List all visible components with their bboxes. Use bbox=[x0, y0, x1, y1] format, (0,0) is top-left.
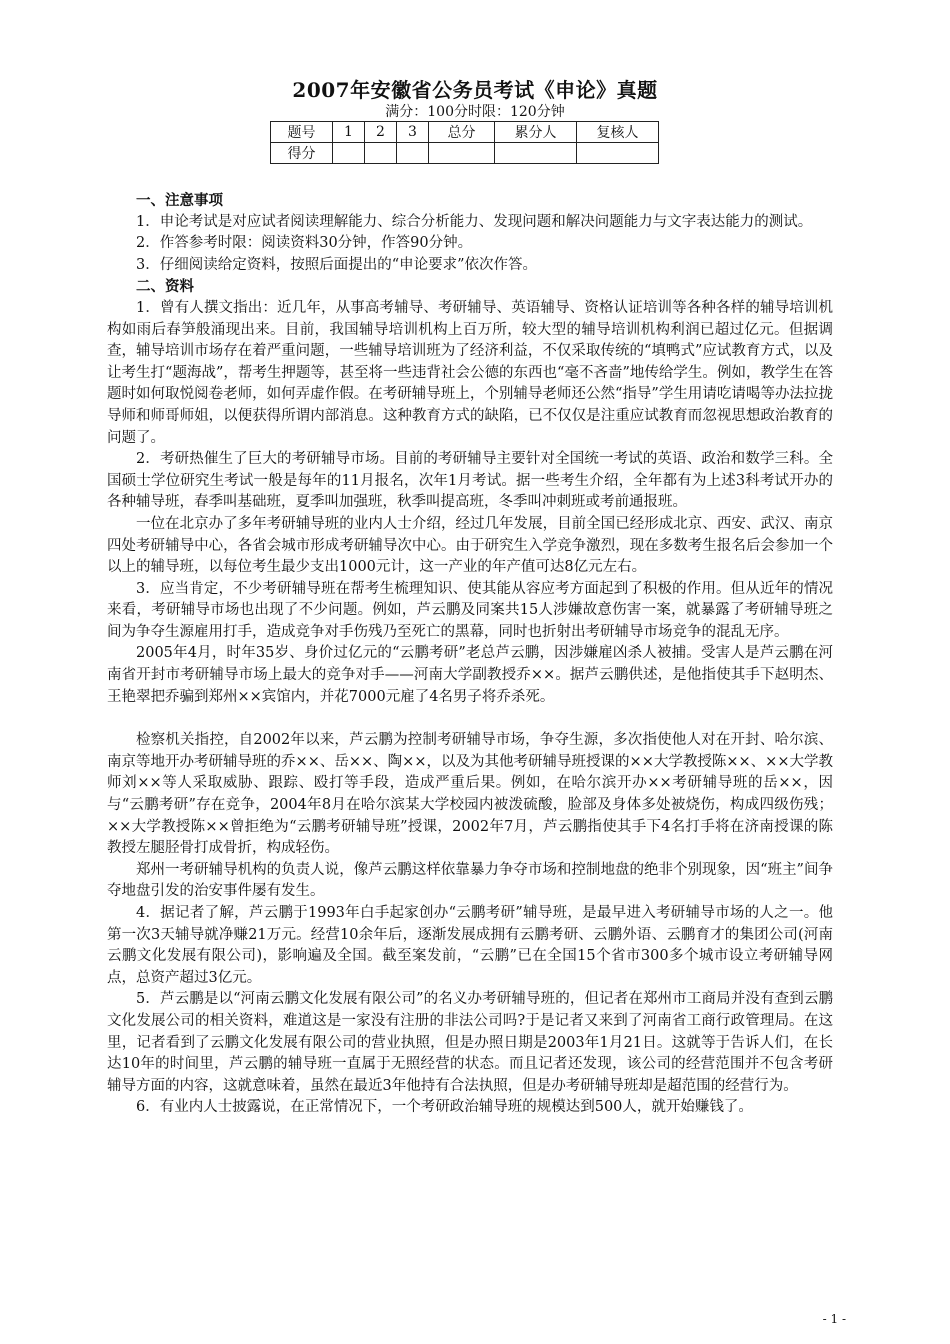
score-row-label: 得分 bbox=[271, 143, 333, 164]
section-heading-material: 二、资料 bbox=[136, 278, 194, 296]
score-cell: 2 bbox=[365, 122, 397, 143]
score-table-score-row bbox=[271, 143, 659, 164]
page-title: 2007年安徽省公务员考试《申论》真题 bbox=[292, 78, 658, 102]
notice-item: 1．申论考试是对应试者阅读理解能力、综合分析能力、发现问题和解决问题能力与文字表达能力的测试。 bbox=[136, 213, 813, 230]
score-empty-cell bbox=[495, 143, 577, 164]
exam-info: 满分：100分时限：120分钟 bbox=[385, 104, 565, 120]
material-paragraph: 4．据记者了解，芦云鹏于1993年白手起家创办“云鹏考研”辅导班，是最早进入考研辅导市场的人之一。他第一次3天辅导就净赚21万元。经营10余年后，逐渐发展成拥有云鹏考研、云鹏外语、云鹏育才的集团公司(河南云鹏文化发展有限公司)，影响遍及全国。截至案发前，“云鹏”已在全国15个省市300多个城市设立考研辅导网点，总资产超过3亿元。 bbox=[107, 905, 833, 986]
score-empty-cell bbox=[429, 143, 495, 164]
score-cell: 总分 bbox=[429, 122, 495, 143]
material-paragraph: 一位在北京办了多年考研辅导班的业内人士介绍，经过几年发展，目前全国已经形成北京、西安、武汉、南京四处考研辅导中心，各省会城市形成考研辅导次中心。由于研究生入学竞争激烈，现在多数考生报名后会参加一个以上的辅导班，以每位考生最少支出1000元计，这一产业的年产值可达8亿元左右。 bbox=[107, 515, 833, 576]
material-paragraph: 2005年4月，时年35岁、身价过亿元的“云鹏考研”老总芦云鹏，因涉嫌雇凶杀人被捕。受害人是芦云鹏在河南省开封市考研辅导市场上最大的竞争对手——河南大学副教授乔××。据芦云鹏供述，是他指使其手下赵明杰、王艳翠把乔骗到郑州××宾馆内，并花7000元雇了4名男子将乔杀死。 bbox=[107, 645, 833, 705]
score-empty-cell bbox=[397, 143, 429, 164]
material-paragraph: 1．曾有人撰文指出：近几年，从事高考辅导、考研辅导、英语辅导、资格认证培训等各种各样的辅导培训机构如雨后春笋般涌现出来。目前，我国辅导培训机构上百万所，较大型的辅导培训机构利润已超过亿元。但据调查，辅导培训市场存在着严重问题，一些辅导培训班为了经济利益，不仅采取传统的“填鸭式”应试教育方式，以及让考生打“题海战”，帮考生押题等，甚至将一些违背社会公德的东西也“毫不吝啬”地传给学生。例如，教学生在答题时如何取悦阅卷老师，如何弄虚作假。在考研辅导班上，个别辅导老师还公然“指导”学生用请吃请喝等办法拉拢导师和师哥师姐，以便获得所谓内部消息。这种教育方式的缺陷，已不仅仅是注重应试教育而忽视思想政治教育的问题了。 bbox=[107, 299, 833, 446]
notice-item: 3．仔细阅读给定资料，按照后面提出的“申论要求”依次作答。 bbox=[136, 256, 538, 273]
material-paragraph: 检察机关指控，自2002年以来，芦云鹏为控制考研辅导市场，争夺生源，多次指使他人对在开封、哈尔滨、南京等地开办考研辅导班的乔××、岳××、陶××，以及为其他考研辅导班授课的××大学教授陈××、××大学教师刘××等人采取威胁、跟踪、殴打等手段，造成严重后果。例如，在哈尔滨开办××考研辅导班的岳××，因与“云鹏考研”存在竞争，2004年8月在哈尔滨某大学校园内被泼硫酸，脸部及身体多处被烧伤，构成四级伤残；××大学教授陈××曾拒绝为“云鹏考研辅导班”授课，2002年7月，芦云鹏指使其手下4名打手将在济南授课的陈教授左腿胫骨打成骨折，构成轻伤。 bbox=[107, 732, 833, 857]
score-cell: 1 bbox=[333, 122, 365, 143]
score-empty-cell bbox=[577, 143, 659, 164]
material-paragraph: 3．应当肯定，不少考研辅导班在帮考生梳理知识、使其能从容应考方面起到了积极的作用。但从近年的情况来看，考研辅导市场也出现了不少问题。例如，芦云鹏及同案共15人涉嫌故意伤害一案，就暴露了考研辅导班之间为争夺生源雇用打手，造成竞争对手伤残乃至死亡的黑幕，同时也折射出考研辅导市场竞争的混乱无序。 bbox=[107, 580, 833, 640]
material-paragraph: 2．考研热催生了巨大的考研辅导市场。目前的考研辅导主要针对全国统一考试的英语、政治和数学三科。全国硕士学位研究生考试一般是每年的11月报名，次年1月考试。据一些考生介绍，全年都有为上述3科考试开办的各种辅导班，春季叫基础班，夏季叫加强班，秋季叫提高班，冬季叫冲刺班或考前通报班。 bbox=[107, 451, 833, 511]
material-paragraph: 5．芦云鹏是以“河南云鹏文化发展有限公司”的名义办考研辅导班的，但记者在郑州市工商局并没有查到云鹏文化发展公司的相关资料，难道这是一家没有注册的非法公司吗?于是记者又来到了河南省工商行政管理局。在这里，记者看到了云鹏文化发展有限公司的营业执照，但是办照日期是2003年1月21日。这就等于告诉人们，在长达10年的时间里，芦云鹏的辅导班一直属于无照经营的状态。而且记者还发现，该公司的经营范围并不包含考研辅导方面的内容，这就意味着，虽然在最近3年他持有合法执照，但是办考研辅导班却是超范围的经营行为。 bbox=[107, 991, 833, 1094]
score-cell: 题号 bbox=[271, 122, 333, 143]
score-cell: 复核人 bbox=[577, 122, 659, 143]
material-paragraph: 郑州一考研辅导机构的负责人说，像芦云鹏这样依靠暴力争夺市场和控制地盘的绝非个别现象，因“班主”间争夺地盘引发的治安事件屡有发生。 bbox=[107, 861, 833, 900]
score-cell: 累分人 bbox=[495, 122, 577, 143]
section-heading-notice: 一、注意事项 bbox=[136, 192, 223, 209]
score-empty-cell bbox=[333, 143, 365, 164]
score-table bbox=[270, 121, 659, 164]
score-empty-cell bbox=[365, 143, 397, 164]
notice-item: 2．作答参考时限：阅读资料30分钟，作答90分钟。 bbox=[136, 235, 473, 252]
score-cell: 3 bbox=[397, 122, 429, 143]
score-table-header-row bbox=[271, 122, 659, 143]
material-paragraph: 6．有业内人士披露说，在正常情况下，一个考研政治辅导班的规模达到500人，就开始赚钱了。 bbox=[136, 1099, 753, 1116]
page-number: - 1 - bbox=[822, 1312, 846, 1326]
document-body bbox=[107, 190, 833, 1119]
